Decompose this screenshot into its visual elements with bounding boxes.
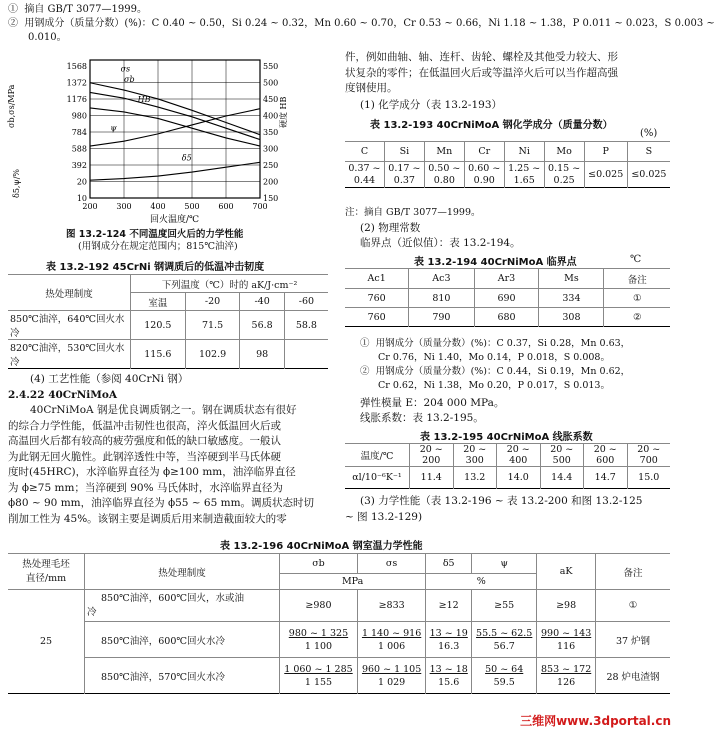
t192-sub: 室温 [131, 293, 186, 311]
note-2: ② 用钢成分（质量分数）(%)：C 0.40 ~ 0.50，Si 0.24 ~ 0.32，Mn 0.60 ~ 0.70，Cr 0.53 ~ 0.66，Ni 1.18 ~ 1.38，P 0.011 ~ 0.023，S 0.003 ~ [8, 18, 715, 29]
table-row: 760 810 690 334 ① [345, 289, 670, 308]
curve-label: HB [137, 95, 151, 105]
tempering-chart [7, 48, 310, 228]
y-tick-right: 150 [263, 194, 279, 203]
right-p5: 线胀系数：表 13.2-195。 [360, 412, 484, 424]
t192-col1: 热处理制度 [8, 275, 131, 311]
y-tick-right: 500 [263, 78, 279, 88]
y-tick-left: 10 [76, 194, 87, 203]
y-tick-left: 784 [71, 128, 87, 137]
t193-table: C Si Mn Cr Ni Mo P S 0.37 ~ 0.17 ~ 0.50 ~ 0.60 ~ 1.25 ~ 0.15 ~ ≤0.025 ≤0.025 0.44 0.37 0.80 0.90 1.65 0.25 [345, 141, 670, 188]
t192-group: 下列温度（℃）时的 aK/J·cm⁻² [131, 275, 329, 293]
table-row: 850℃油淬，600℃回火水冷 980 ~ 1 325 1 100 1 140 ~ 916 1 006 13 ~ 19 16.3 55.5 ~ 62.5 56.7 990 ~ 143 116 37 炉钢 [8, 622, 670, 658]
y-tick-left: 588 [71, 144, 87, 154]
table-row: 850℃油淬，570℃回火水冷 1 060 ~ 1 285 1 155 960 ~ 1 105 1 029 13 ~ 18 15.6 50 ~ 64 59.5 853 ~ 172 126 28 炉电渣钢 [8, 658, 670, 694]
y-tick-left: 1372 [66, 78, 87, 88]
y-tick-left: 1176 [66, 95, 87, 104]
x-tick: 400 [150, 202, 166, 211]
t192-title: 表 13.2-192 45CrNi 钢调质后的低温冲击韧度 [46, 262, 265, 273]
x-tick: 200 [82, 202, 98, 211]
y-tick-right: 200 [263, 177, 279, 187]
table-row: 820℃油淬，530℃回火水冷 115.6 102.9 98 [8, 340, 328, 369]
right-p6: (3) 力学性能（表 13.2-196 ~ 表 13.2-200 和图 13.2-125 ~ 图 13.2-129) [345, 495, 643, 523]
y-tick-right: 300 [263, 144, 279, 154]
x-tick: 700 [252, 202, 268, 211]
left-paragraph: 40CrNiMoA 钢是优良调质钢之一。钢在调质状态有很好 的综合力学性能，低温冲击韧性也很高，淬火低温回火后或 高温回火后都有较高的疲劳强度和低的缺口敏感度。一般认 为此钢无回火脆性。此钢淬透性中等，当淬硬到半马氏体硬 度时(45HRC)，水淬临界直径为 ϕ≥100 mm，油淬临界直径 为 ϕ≥75 mm；当淬硬到 90% 马氏体时，水淬临界直径为 ϕ80 ~ 90 mm，油淬临界直径为 ϕ55 ~ 65 mm。调质状态时切 削加工性为 45%。该钢主要是调质后用来制造截面较大的零 [8, 404, 315, 525]
t196-title: 表 13.2-196 40CrNiMoA 钢室温力学性能 [220, 541, 423, 552]
y-label-left-top: σb,σs/MPa [7, 84, 16, 128]
t195-title: 表 13.2-195 40CrNiMoA 线胀系数 [420, 432, 593, 443]
note-2-cont: 0.010。 [28, 32, 67, 43]
y-tick-right: 550 [263, 62, 279, 71]
y-label-left-bottom: δ5,ψ/% [12, 168, 21, 198]
table-row: 850℃油淬，640℃回火水冷 120.5 71.5 56.8 58.8 [8, 311, 328, 340]
table-row: 760 790 680 308 ② [345, 308, 670, 327]
curve-label: σs [120, 64, 131, 74]
x-label: 回火温度/℃ [150, 215, 200, 225]
right-p3: 临界点（近似值）：表 13.2-194。 [360, 237, 521, 249]
right-p4: 弹性模量 E：204 000 MPa。 [360, 397, 505, 409]
section-heading: 2.4.22 40CrNiMoA [8, 389, 118, 401]
x-tick: 500 [184, 202, 200, 211]
curve-label: ψ [110, 123, 117, 133]
y-tick-left: 980 [71, 111, 87, 121]
t193-unit: (%) [640, 128, 658, 139]
y-tick-right: 250 [263, 161, 279, 170]
left-p1: (4) 工艺性能（参阅 40CrNi 钢） [30, 373, 189, 385]
right-p0: 件，例如曲轴、轴、连杆、齿轮、螺栓及其他受力较大、形 状复杂的零件；在低温回火后或等温淬火后可以当作超高强 度钢使用。 [345, 51, 618, 94]
note-1: ① 摘自 GB/T 3077—1999。 [8, 4, 147, 15]
y-tick-right: 450 [263, 95, 279, 104]
t196-table: 热处理毛坯 直径/mm 热处理制度 σb σs δ5 ψ aK 备注 MPa % 25 850℃油淬，600℃回火，水或油 冷 ≥980 ≥833 ≥12 ≥55 ≥98 ① 850℃油淬，600℃回火水冷 980 ~ 1 325 1 100 1 140 ~ 916 1 006 13 ~ 19 16.3 55.5 ~ 62.5 56.7 990 ~ 143 116 37 炉钢 850℃油淬，570℃回火水冷 1 060 ~ 1 285 1 155 960 ~ 1 105 1 029 13 ~ 18 15.6 50 ~ 64 59.5 853 ~ 172 126 28 炉电渣钢 [8, 553, 670, 694]
y-tick-left: 1568 [66, 62, 87, 71]
chart-title: 图 13.2-124 不同温度回火后的力学性能 [66, 229, 244, 240]
y-tick-left: 392 [71, 161, 87, 170]
t193-note: 注：摘自 GB/T 3077—1999。 [345, 207, 481, 218]
t192-sub: -40 [240, 293, 284, 311]
t192-sub: -20 [185, 293, 240, 311]
t193-title: 表 13.2-193 40CrNiMoA 钢化学成分（质量分数） [370, 120, 613, 131]
watermark: 三维网www.3dportal.cn [520, 714, 671, 728]
curve-label: δ5 [181, 153, 192, 163]
curve-label: σb [124, 74, 135, 84]
y-label-right: 硬度 HB [279, 96, 288, 128]
right-p1: (1) 化学成分（表 13.2-193） [360, 99, 503, 111]
x-tick: 600 [218, 202, 234, 211]
t192-table [8, 274, 328, 369]
t194-table: Ac1 Ac3 Ar3 Ms 备注 760 810 690 334 ① 760 790 680 308 ② [345, 268, 670, 327]
y-tick-right: 400 [263, 111, 279, 121]
right-p2: (2) 物理常数 [360, 222, 421, 234]
x-tick: 300 [116, 202, 132, 211]
y-tick-right: 350 [263, 128, 279, 137]
t194-unit: ℃ [630, 254, 642, 265]
t194-title: 表 13.2-194 40CrNiMoA 临界点 [414, 257, 577, 268]
t194-notes: ① 用钢成分（质量分数）(%)：C 0.37，Si 0.28，Mn 0.63， Cr 0.76，Ni 1.40，Mo 0.14，P 0.018，S 0.008。 ② 用钢成分（质量分数）(%)：C 0.44，Si 0.19，Mn 0.62， Cr 0.62，Ni 1.38，Mo 0.20，P 0.017，S 0.013。 [360, 338, 631, 391]
table-row: 25 850℃油淬，600℃回火，水或油 冷 ≥980 ≥833 ≥12 ≥55 ≥98 ① [8, 590, 670, 622]
t195-table: 温度/℃ 20 ~ 200 20 ~ 300 20 ~ 400 20 ~ 500 20 ~ 600 20 ~ 700 αl/10⁻⁶K⁻¹ 11.4 13.2 14.0 14.4 14.7 15.0 [345, 443, 670, 489]
chart-subtitle: (用钢成分在规定范围内；815℃油淬) [78, 241, 238, 252]
y-tick-left: 20 [76, 177, 87, 187]
t192-sub: -60 [284, 293, 328, 311]
